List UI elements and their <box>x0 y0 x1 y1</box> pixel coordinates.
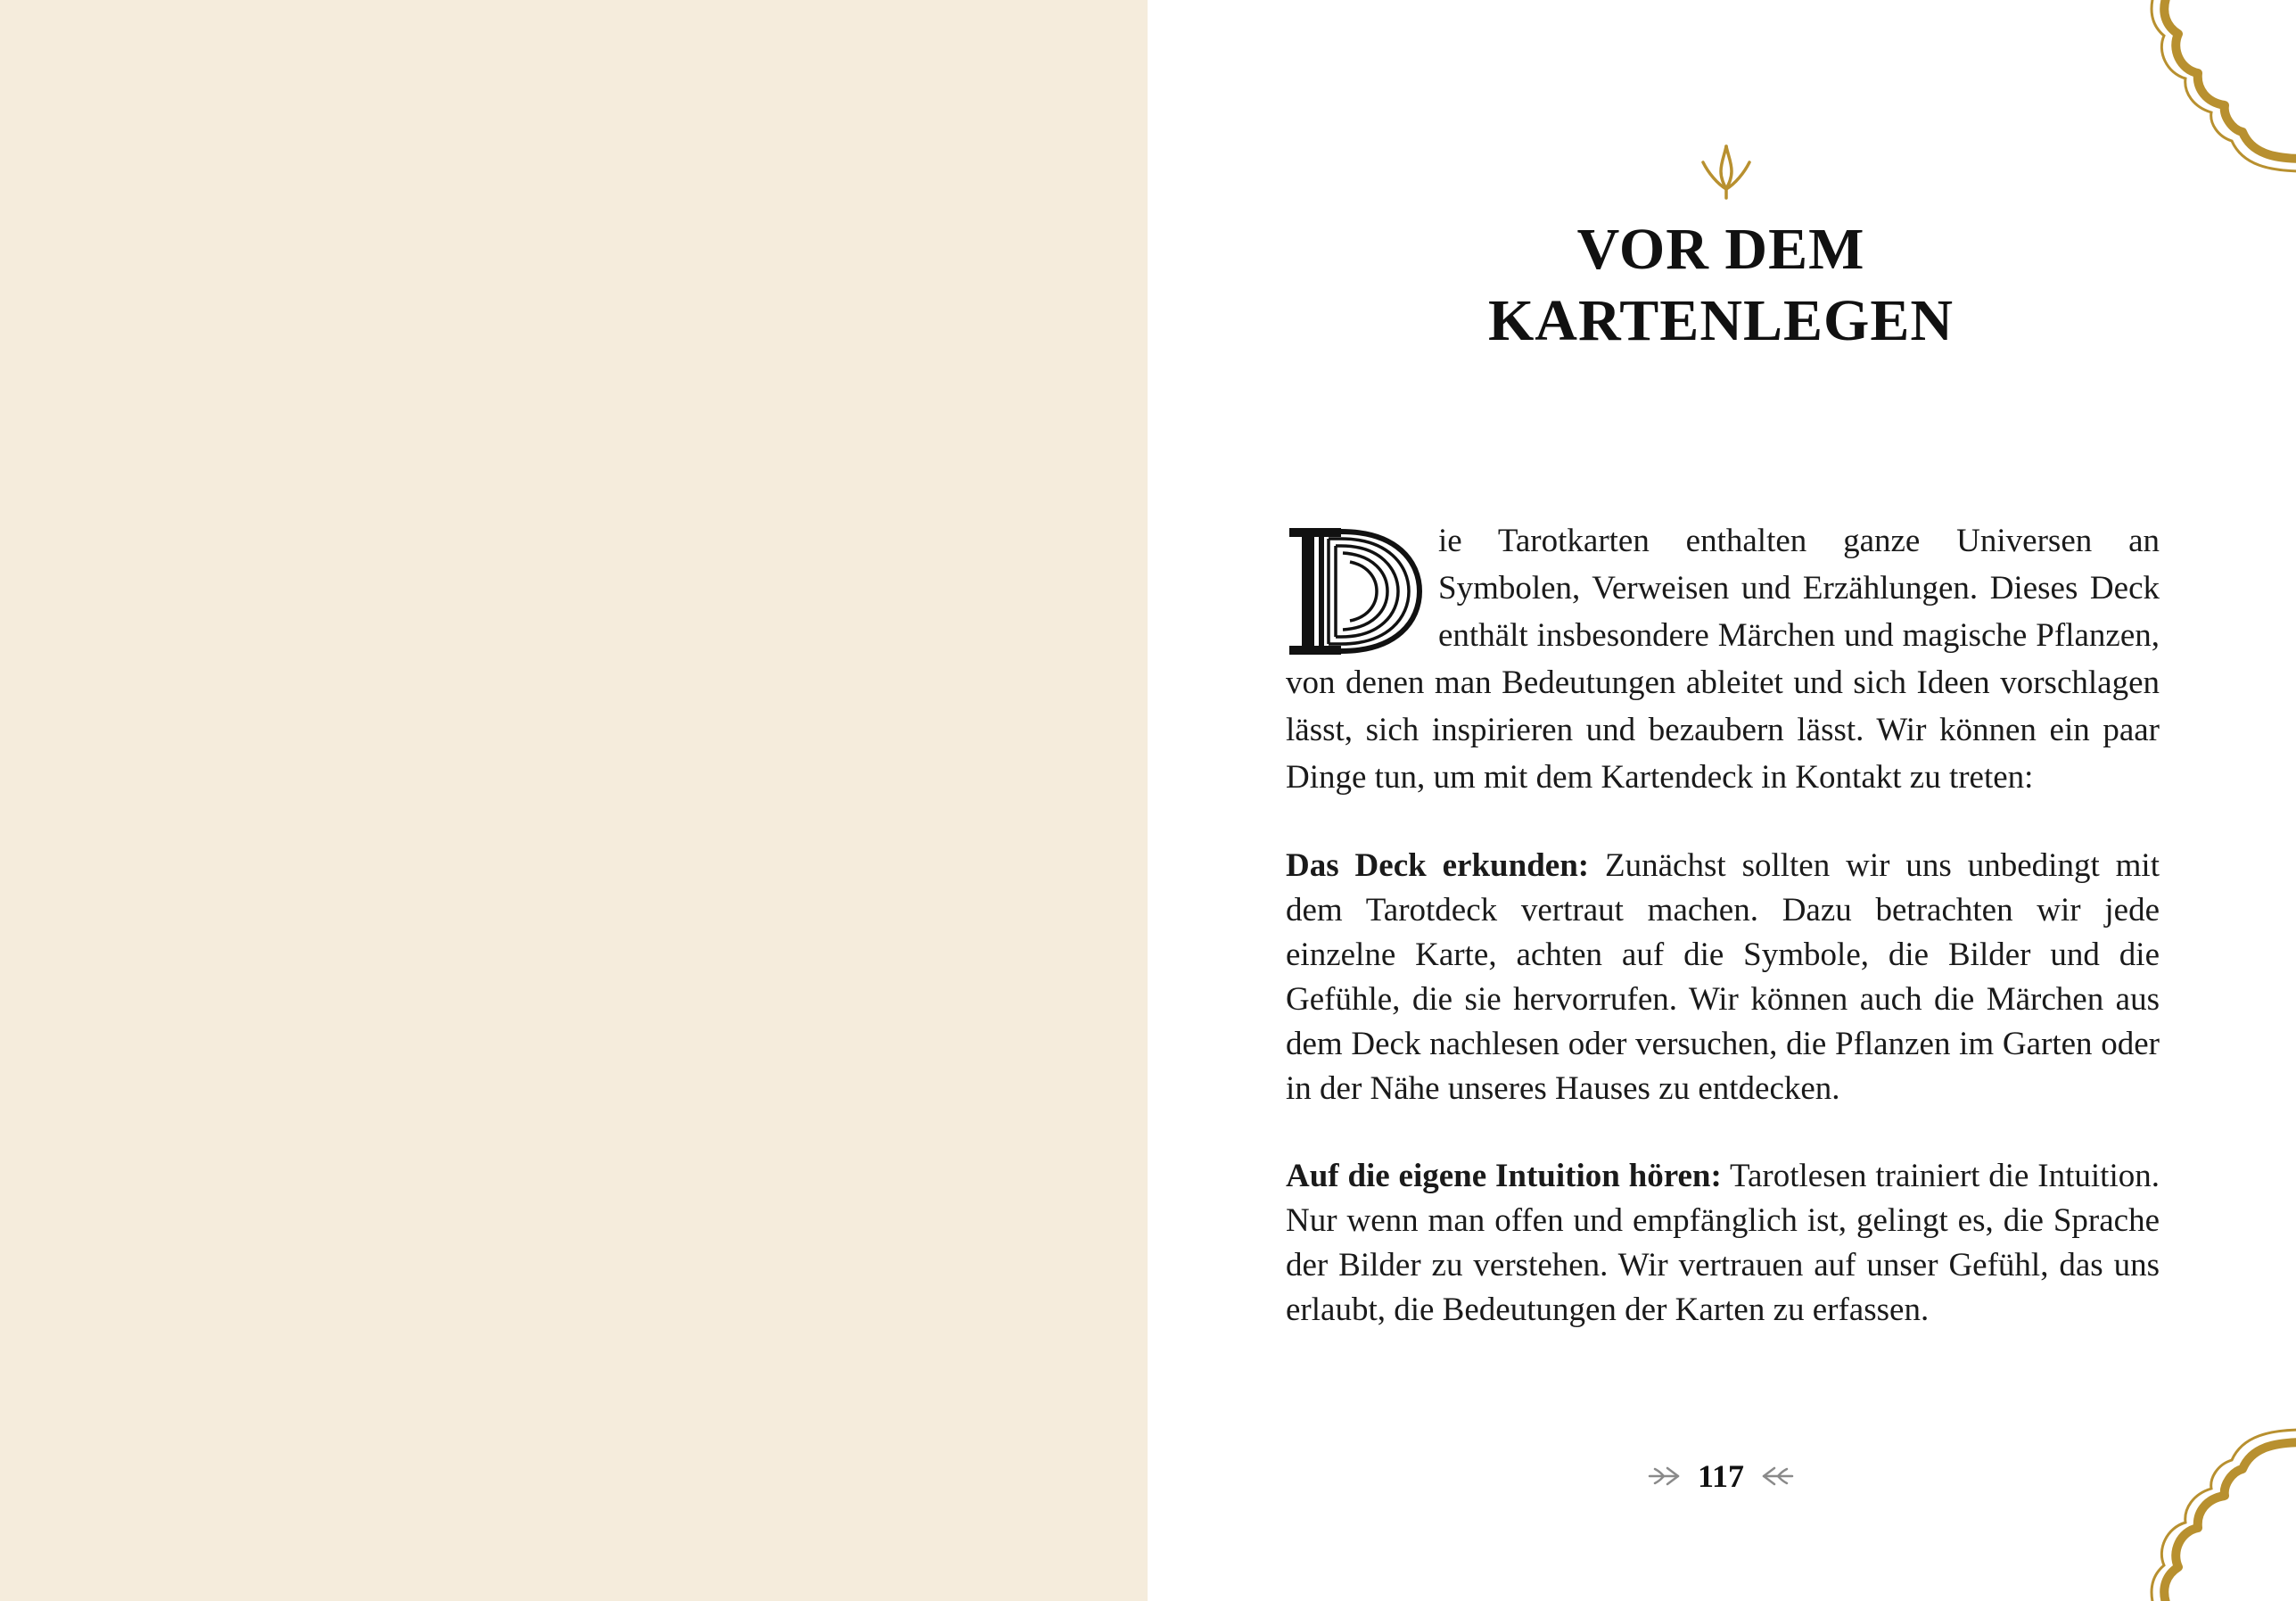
arrow-fleuron-icon <box>1760 1463 1796 1490</box>
page-footer <box>1632 1454 1810 1498</box>
page-number: 117 <box>1697 1458 1744 1494</box>
drop-cap-d-initial <box>1286 524 1424 658</box>
page-title-line-2: KARTENLEGEN <box>1487 288 1954 353</box>
page-title-line-1: VOR DEM <box>1576 217 1865 282</box>
body-text <box>1286 517 2160 1333</box>
section-heading: Auf die eigene Intuition hören: <box>1286 1158 1722 1194</box>
arrow-fleuron-icon <box>1646 1463 1682 1490</box>
leaf-ornament-icon <box>1699 143 1753 200</box>
section-intuition <box>1286 1154 2160 1333</box>
intro-paragraph: ie Tarotkarten enthalten ganze Universen an Symbolen, Verweisen und Erzählungen. Dieses Deck enthält insbesondere Märchen und magische Pflanzen, von denen man Bedeutungen ableitet und sich Ideen vorschlagen lässt, sich inspirieren und bezaubern lässt. Wir können ein paar Dinge tun, um mit dem Kartendeck in Kontakt zu treten: <box>1286 523 2160 796</box>
page-title <box>1320 214 2122 357</box>
corner-arch-ornament-top <box>2118 0 2296 178</box>
section-text: Zunächst sollten wir uns unbedingt mit dem Tarotdeck vertraut machen. Dazu betrachten wir jede einzelne Karte, achten auf die Symbole, die Bilder und die Gefühle, die sie hervorrufen. Wir können auch die Märchen aus dem Deck nachlesen oder versuchen, die Pflanzen im Garten oder in der Nähe unseres Hauses zu entdecken. <box>1286 847 2160 1107</box>
section-heading: Das Deck erkunden: <box>1286 847 1590 884</box>
section-deck-erkunden <box>1286 844 2160 1111</box>
section-text: Tarotlesen trainiert die Intuition. Nur wenn man offen und empfänglich ist, gelingt es, die Sprache der Bilder zu verstehen. Wir vertrauen auf unser Gefühl, das uns erlaubt, die Bedeutungen der Karten zu erfassen. <box>1286 1158 2160 1328</box>
corner-arch-ornament-bottom <box>2118 1423 2296 1601</box>
